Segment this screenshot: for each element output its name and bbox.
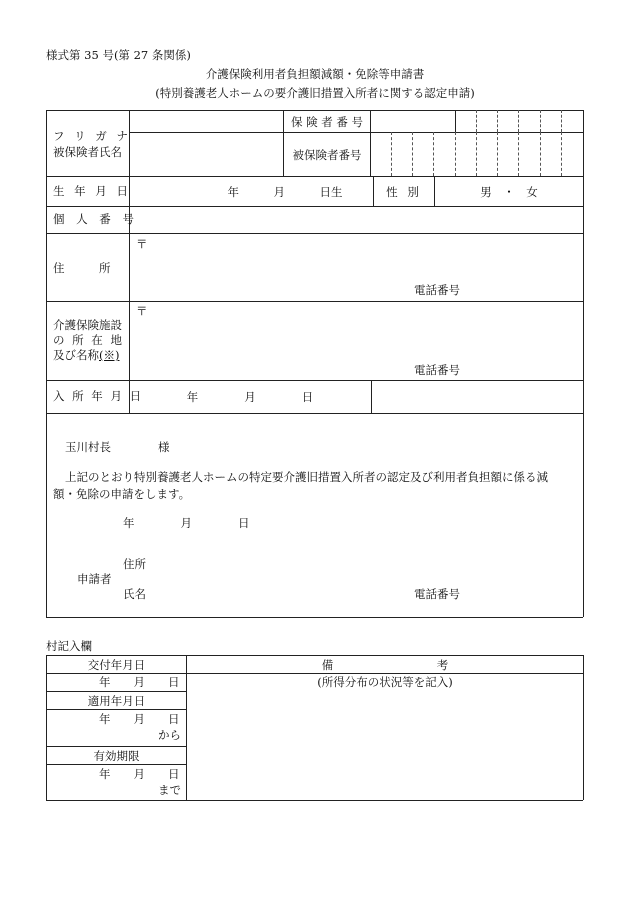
apply-date-label: 適用年月日 bbox=[87, 693, 146, 708]
facility-phone-label: 電話番号 bbox=[414, 363, 460, 377]
facility-label-2: の 所 在 地 bbox=[53, 333, 124, 347]
address-input[interactable] bbox=[130, 234, 582, 300]
insurer-number-label: 保 険 者 番 号 bbox=[290, 114, 364, 129]
furigana-input[interactable] bbox=[130, 111, 282, 131]
insured-number-label: 被保険者番号 bbox=[292, 147, 362, 162]
sex-choice[interactable]: 男 ・ 女 bbox=[480, 184, 538, 199]
issue-date-header: 交付年月日 bbox=[87, 657, 146, 672]
expiry-date-value[interactable]: 年 月 日 bbox=[99, 767, 180, 781]
facility-postal-mark: 〒 bbox=[136, 304, 148, 318]
application-date[interactable]: 年 月 日 bbox=[123, 516, 250, 530]
birthdate-value[interactable]: 年 月 日生 bbox=[227, 184, 343, 199]
declaration-line-2: 額・免除の申請をします。 bbox=[53, 487, 191, 501]
apply-date-value[interactable]: 年 月 日 bbox=[99, 712, 180, 726]
issue-date-value[interactable]: 年 月 日 bbox=[99, 675, 180, 689]
personal-number-label: 個 人 番 号 bbox=[53, 212, 138, 226]
form-title: 介護保険利用者負担額減額・免除等申請書 bbox=[205, 67, 425, 81]
insured-name-label: 被保険者氏名 bbox=[53, 145, 122, 159]
form-subtitle: (特別養護老人ホームの要介護旧措置入所者に関する認定申請) bbox=[155, 86, 475, 100]
remarks-input[interactable] bbox=[187, 690, 582, 799]
addressee: 玉川村長 bbox=[65, 440, 111, 454]
address-label: 住 所 bbox=[53, 261, 111, 275]
personal-number-input[interactable] bbox=[130, 207, 582, 232]
applicant-name-label: 氏名 bbox=[123, 587, 146, 601]
insured-name-input[interactable] bbox=[130, 133, 282, 175]
form-number: 様式第 35 号(第 27 条関係) bbox=[46, 48, 191, 62]
birthdate-label: 生 年 月 日 bbox=[53, 184, 131, 198]
insurer-number-input[interactable] bbox=[371, 111, 582, 131]
remarks-note: (所得分布の状況等を記入) bbox=[317, 674, 453, 689]
remarks-header: 備 考 bbox=[321, 657, 449, 672]
insured-number-input[interactable] bbox=[371, 133, 582, 175]
facility-note-mark: (※) bbox=[99, 348, 120, 362]
honorific: 様 bbox=[158, 440, 170, 454]
facility-label-1: 介護保険施設 bbox=[53, 318, 122, 332]
expiry-label: 有効期限 bbox=[93, 748, 140, 763]
applicant-address-label: 住所 bbox=[123, 557, 146, 571]
until-label: まで bbox=[158, 783, 181, 797]
office-section-title: 村記入欄 bbox=[46, 639, 92, 653]
facility-input[interactable] bbox=[130, 302, 582, 379]
admission-date-value[interactable]: 年 月 日 bbox=[186, 390, 314, 404]
furigana-label: フ リ ガ ナ bbox=[53, 129, 131, 143]
sex-label: 性 別 bbox=[386, 184, 422, 199]
applicant-phone-label: 電話番号 bbox=[414, 587, 460, 601]
admission-label: 入 所 年 月 日 bbox=[53, 389, 144, 403]
facility-label-3 bbox=[53, 350, 119, 362]
facility-label-3a: 及び名称 bbox=[53, 348, 99, 362]
applicant-label: 申請者 bbox=[77, 572, 112, 586]
from-label: から bbox=[158, 728, 181, 742]
postal-mark: 〒 bbox=[136, 237, 148, 251]
declaration-line-1: 上記のとおり特別養護老人ホームの特定要介護旧措置入所者の認定及び利用者負担額に係る減 bbox=[65, 470, 548, 484]
address-phone-label: 電話番号 bbox=[414, 283, 460, 297]
